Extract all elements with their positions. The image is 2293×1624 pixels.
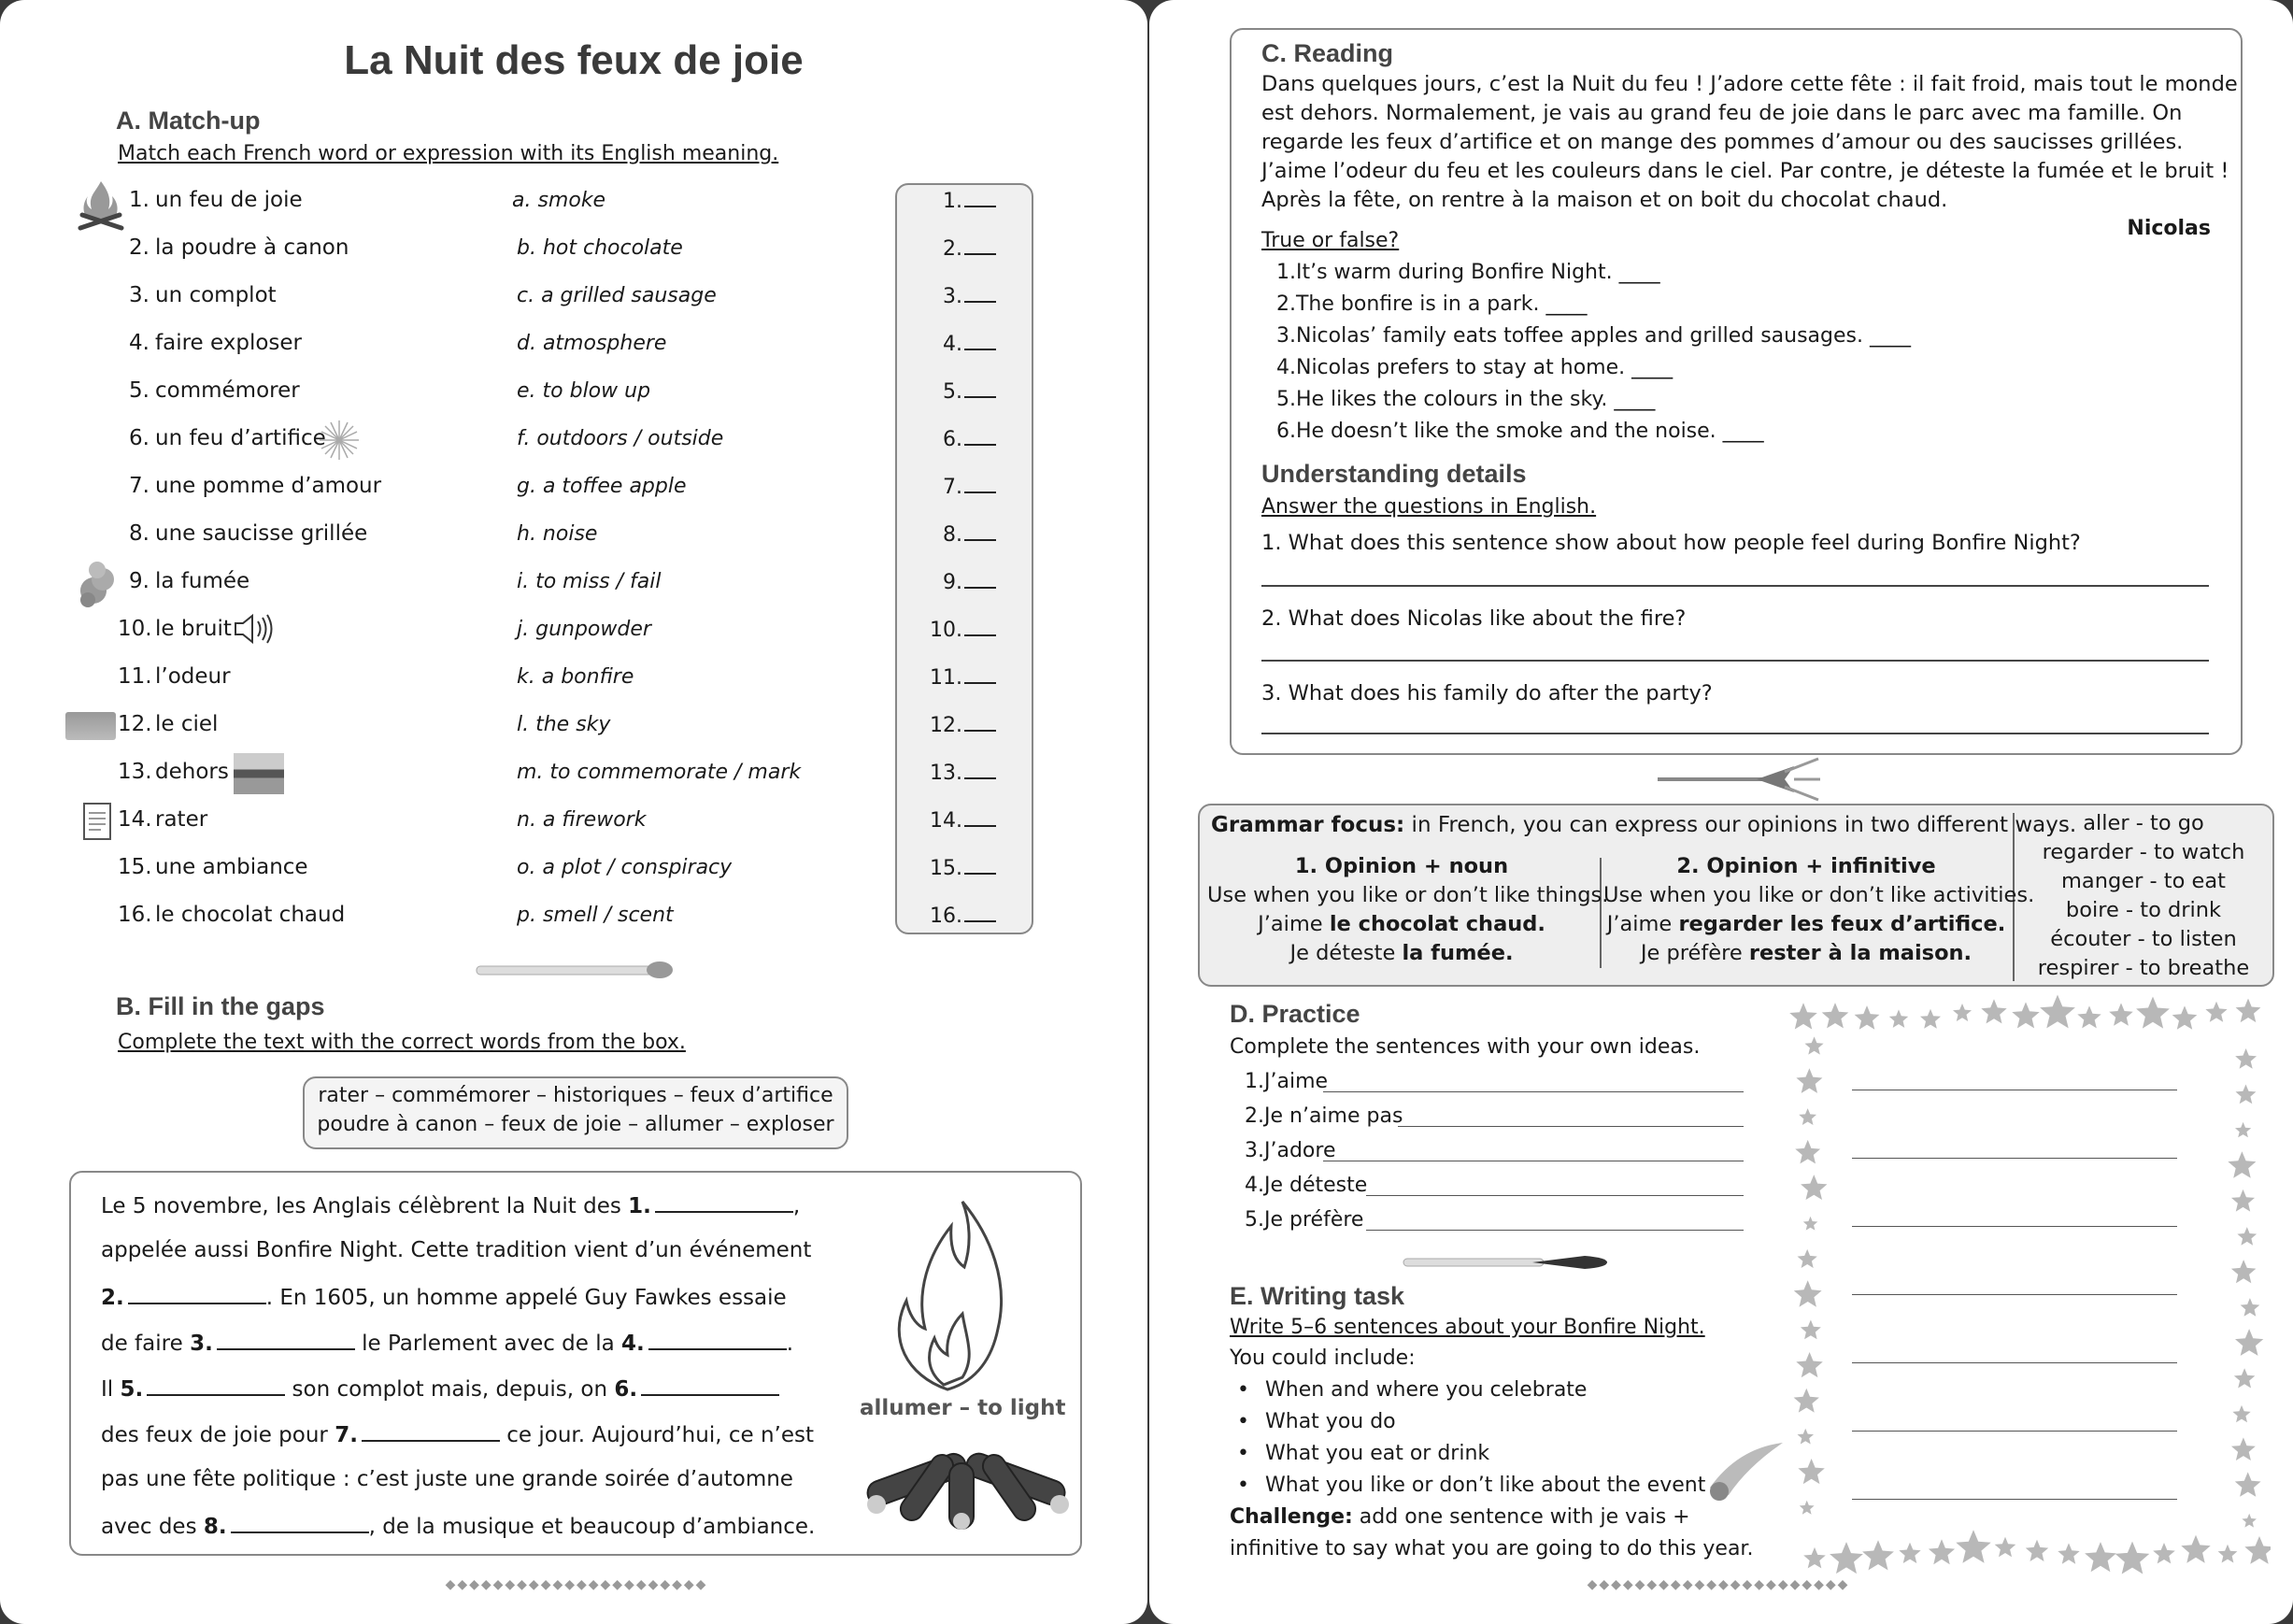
gap-blank[interactable] — [147, 1375, 285, 1396]
section-a-instruction: Match each French word or expression with its English meaning. — [118, 142, 779, 165]
star-icon — [1855, 1005, 1880, 1030]
grammar-intro: Grammar focus: in French, you can express our opinions in two different ways. — [1211, 813, 2077, 837]
star-icon — [2236, 999, 2261, 1023]
star-icon — [2242, 1514, 2257, 1528]
star-icon — [2115, 1542, 2150, 1574]
match-item: 11. l’odeur — [118, 664, 231, 689]
star-icon — [1796, 1352, 1823, 1377]
reading-line: J’aime l’odeur du feu et les couleurs dans le ciel. Par contre, je déteste la fumée et le bruit ! — [1261, 159, 2229, 183]
gap-blank[interactable] — [641, 1375, 779, 1396]
star-icon — [1795, 1140, 1820, 1164]
section-c-heading: C. Reading — [1261, 39, 1394, 67]
meaning-item: f. outdoors / outside — [517, 427, 724, 450]
question: 1. What does this sentence show about how people feel during Bonfire Night? — [1261, 531, 2081, 555]
grammar-col-infinitive: 2. Opinion + infinitive Use when you like or don’t like activities. J’aime regarder les feux d’artifice. Je préfère rester à la maison. — [1603, 854, 2035, 965]
match-stick-icon — [475, 959, 677, 981]
gap-line: 2. . En 1605, un homme appelé Guy Fawkes essaie — [101, 1286, 787, 1310]
meaning-item: j. gunpowder — [517, 618, 651, 641]
star-icon — [2241, 1298, 2260, 1317]
star-icon — [2231, 1437, 2256, 1460]
section-d-instruction: Complete the sentences with your own ideas. — [1230, 1035, 1701, 1059]
star-icon — [1794, 1280, 1822, 1306]
decorative-divider: ◆◆◆◆◆◆◆◆◆◆◆◆◆◆◆◆◆◆◆◆◆◆ — [1587, 1577, 1850, 1592]
tf-item: 2.The bonfire is in a park. ____ — [1276, 292, 1588, 316]
bullet-item: • What you eat or drink — [1265, 1442, 1489, 1465]
match-item: 1. un feu de joie — [129, 188, 303, 212]
star-icon — [1798, 1249, 1817, 1268]
star-icon — [1995, 1537, 2016, 1558]
answer-line[interactable] — [1261, 660, 2209, 662]
star-icon — [1798, 1429, 1815, 1445]
gap-line: des feux de joie pour 7. ce jour. Aujourd’hui, ce n’est — [101, 1423, 814, 1447]
grammar-divider — [1600, 858, 1602, 968]
answer-blank[interactable]: 6. — [929, 427, 996, 451]
answer-line[interactable] — [1261, 733, 2209, 734]
star-icon — [1920, 1009, 1941, 1029]
section-a-heading: A. Match-up — [116, 107, 261, 135]
practice-item: 5.Je préfère — [1245, 1208, 1364, 1232]
burnt-match-icon — [1402, 1250, 1611, 1275]
reading-line: est dehors. Normalement, je vais au grand feu de joie dans le parc avec ma famille. On — [1261, 101, 2183, 125]
star-icon — [1801, 1320, 1821, 1340]
reading-line: Dans quelques jours, c’est la Nuit du feu ! J’adore cette fête : il fait froid, mais tout le monde — [1261, 72, 2238, 96]
gap-blank[interactable] — [362, 1421, 500, 1442]
match-item: 16. le chocolat chaud — [118, 903, 346, 927]
practice-line[interactable] — [1323, 1091, 1744, 1092]
star-icon — [2236, 1085, 2257, 1104]
gap-line: pas une fête politique : c’est juste une grande soirée d’automne — [101, 1467, 793, 1491]
answer-blank[interactable]: 9. — [929, 570, 996, 594]
gap-blank[interactable] — [648, 1330, 787, 1350]
question: 3. What does his family do after the party? — [1261, 681, 1713, 705]
meaning-item: h. noise — [517, 522, 598, 546]
meaning-item: c. a grilled sausage — [517, 284, 717, 307]
meaning-item: l. the sky — [517, 713, 611, 736]
star-icon — [2231, 1260, 2257, 1283]
practice-item: 1.J’aime — [1245, 1070, 1329, 1093]
practice-item: 3.J’adore — [1245, 1139, 1336, 1162]
challenge-text: Challenge: add one sentence with je vais + — [1230, 1505, 1690, 1529]
practice-line[interactable] — [1366, 1230, 1744, 1231]
flame-icon — [888, 1198, 1009, 1394]
star-icon — [2058, 1543, 2079, 1563]
reading-author: Nicolas — [2127, 217, 2211, 240]
bullet-item: • When and where you celebrate — [1265, 1378, 1587, 1402]
star-icon — [1862, 1540, 1894, 1570]
comet-icon — [1701, 1439, 1785, 1504]
writing-line[interactable] — [1852, 1431, 2177, 1432]
match-item: 9. la fumée — [129, 569, 250, 593]
true-false-heading: True or false? — [1261, 229, 1400, 252]
verb-list: aller - to go regarder - to watch manger - to eat boire - to drink écouter - to listen respirer - to breathe — [2037, 811, 2250, 980]
star-icon — [2228, 1151, 2256, 1177]
meaning-item: p. smell / scent — [517, 904, 674, 927]
match-item: 6. un feu d’artifice — [129, 426, 326, 450]
bullet-item: • What you do — [1265, 1410, 1396, 1433]
star-icon — [1796, 1068, 1822, 1093]
star-icon — [1830, 1542, 1863, 1574]
answer-blank[interactable]: 3. — [929, 284, 996, 308]
match-item: 10. le bruit — [118, 617, 232, 641]
gap-line: Il 5. son complot mais, depuis, on 6. — [101, 1375, 779, 1402]
star-icon — [2085, 1542, 2116, 1572]
meaning-item: g. a toffee apple — [517, 475, 687, 498]
sky-icon — [65, 712, 116, 740]
meaning-item: o. a plot / conspiracy — [517, 856, 733, 879]
gap-blank[interactable] — [655, 1192, 793, 1213]
star-icon — [1889, 1009, 1908, 1028]
star-icon — [2077, 1005, 2101, 1028]
outdoors-icon — [234, 753, 284, 794]
match-item: 14. rater — [118, 807, 208, 832]
answer-line[interactable] — [1261, 585, 2209, 587]
practice-line[interactable] — [1366, 1195, 1744, 1196]
allumer-caption: allumer – to light — [860, 1396, 1066, 1420]
gap-line: Le 5 novembre, les Anglais célèbrent la Nuit des 1. , — [101, 1194, 801, 1218]
bullet-item: • What you like or don’t like about the event — [1265, 1474, 1705, 1497]
star-icon — [1801, 1175, 1827, 1200]
challenge-text-2: infinitive to say what you are going to do this year. — [1230, 1537, 1754, 1560]
match-item: 2. la poudre à canon — [129, 235, 349, 260]
tf-item: 6.He doesn’t like the smoke and the noise. ____ — [1276, 420, 1764, 443]
speaker-icon — [232, 612, 275, 646]
practice-item: 2.Je n’aime pas — [1245, 1104, 1403, 1128]
star-frame — [1785, 990, 2271, 1581]
star-icon — [2172, 1005, 2198, 1029]
meaning-item: n. a firework — [517, 808, 647, 832]
writing-line[interactable] — [1852, 1362, 2177, 1363]
gap-blank[interactable] — [217, 1330, 355, 1350]
section-b-instruction: Complete the text with the correct words from the box. — [118, 1031, 686, 1054]
star-icon — [1822, 1003, 1849, 1028]
match-item: 8. une saucisse grillée — [129, 521, 368, 546]
section-e-instruction: Write 5–6 sentences about your Bonfire Night. — [1230, 1316, 1705, 1339]
star-icon — [2235, 1048, 2257, 1069]
star-icon — [2218, 1545, 2238, 1563]
section-e-intro: You could include: — [1230, 1346, 1416, 1370]
star-icon — [2235, 1122, 2251, 1137]
answer-blank[interactable]: 13. — [929, 761, 996, 785]
logs-icon — [862, 1430, 1075, 1532]
star-icon — [2109, 1003, 2133, 1025]
tf-item: 1.It’s warm during Bonfire Night. ____ — [1276, 261, 1660, 284]
star-icon — [2136, 997, 2170, 1029]
practice-item: 4.Je déteste — [1245, 1174, 1368, 1197]
star-icon — [2181, 1535, 2210, 1563]
decorative-divider: ◆◆◆◆◆◆◆◆◆◆◆◆◆◆◆◆◆◆◆◆◆◆ — [445, 1577, 708, 1592]
star-icon — [2040, 995, 2075, 1029]
star-icon — [1798, 1459, 1824, 1484]
star-icon — [1981, 999, 2006, 1023]
answer-blank[interactable]: 4. — [929, 332, 996, 356]
understanding-heading: Understanding details — [1261, 460, 1527, 488]
match-item: 5. commémorer — [129, 378, 300, 403]
tf-item: 5.He likes the colours in the sky. ____ — [1276, 388, 1656, 411]
star-icon — [2235, 1472, 2261, 1496]
star-icon — [1929, 1539, 1955, 1564]
star-icon — [1800, 1501, 1815, 1515]
gap-line: appelée aussi Bonfire Night. Cette tradition vient d’un événement — [101, 1238, 812, 1262]
star-icon — [2012, 1002, 2039, 1028]
word-box-line-2: poudre à canon – feux de joie – allumer – exploser — [317, 1113, 834, 1136]
match-item: 3. un complot — [129, 283, 277, 307]
match-item: 13. dehors — [118, 760, 229, 784]
star-icon — [2237, 1227, 2257, 1246]
meaning-item: k. a bonfire — [517, 665, 634, 689]
star-icon — [2231, 1190, 2255, 1212]
answer-blank[interactable]: 15. — [929, 856, 996, 880]
gap-line: de faire 3. le Parlement avec de la 4. . — [101, 1332, 794, 1356]
meaning-item: m. to commemorate / mark — [517, 761, 802, 784]
understanding-instruction: Answer the questions in English. — [1261, 495, 1597, 519]
star-icon — [1953, 1004, 1972, 1021]
match-item: 15. une ambiance — [118, 855, 308, 879]
page-title: La Nuit des feux de joie — [344, 37, 804, 83]
reading-line: regarde les feux d’artifice et on mange des pommes d’amour ou des saucisses grillées. — [1261, 130, 2184, 154]
section-d-heading: D. Practice — [1230, 1000, 1360, 1028]
question: 2. What does Nicolas like about the fire? — [1261, 606, 1687, 631]
rocket-icon — [1654, 755, 1822, 802]
gap-blank[interactable] — [231, 1513, 369, 1533]
answer-blank[interactable]: 5. — [929, 379, 996, 404]
match-item: 7. une pomme d’amour — [129, 474, 382, 498]
answer-blank[interactable]: 16. — [929, 904, 996, 928]
meaning-item: d. atmosphere — [517, 332, 667, 355]
answer-blank[interactable]: 2. — [929, 236, 996, 261]
star-icon — [1956, 1530, 1990, 1563]
star-icon — [2153, 1543, 2175, 1563]
answer-blank[interactable]: 10. — [929, 618, 996, 642]
star-icon — [1803, 1547, 1826, 1569]
star-icon — [2234, 1368, 2255, 1388]
writing-line[interactable] — [1852, 1226, 2177, 1227]
writing-line[interactable] — [1852, 1499, 2177, 1500]
star-icon — [1799, 1108, 1816, 1125]
star-icon — [1803, 1217, 1818, 1231]
writing-line[interactable] — [1852, 1158, 2177, 1159]
tf-item: 4.Nicolas prefers to stay at home. ____ — [1276, 356, 1673, 379]
section-e-heading: E. Writing task — [1230, 1282, 1405, 1310]
practice-line[interactable] — [1398, 1126, 1744, 1127]
meaning-item: a. smoke — [512, 189, 606, 212]
grammar-col-noun: 1. Opinion + noun Use when you like or don’t like things. J’aime le chocolat chaud. Je déteste la fumée. — [1207, 854, 1609, 965]
star-icon — [2205, 1002, 2227, 1022]
answer-blank[interactable]: 11. — [929, 665, 996, 690]
answer-blank[interactable]: 7. — [929, 475, 996, 499]
match-item: 12. le ciel — [118, 712, 219, 736]
star-icon — [1789, 1003, 1817, 1029]
star-icon — [1899, 1543, 1920, 1563]
match-item: 4. faire exploser — [129, 331, 303, 355]
gap-line: avec des 8. , de la musique et beaucoup d’ambiance. — [101, 1515, 816, 1539]
smoke-icon — [75, 559, 120, 611]
star-icon — [1794, 1389, 1819, 1413]
right-page — [1149, 0, 2293, 1624]
meaning-item: b. hot chocolate — [517, 236, 683, 260]
meaning-item: i. to miss / fail — [517, 570, 662, 593]
answer-blank[interactable]: 8. — [929, 522, 996, 547]
reading-line: Après la fête, on rentre à la maison et on boit du chocolat chaud. — [1261, 188, 1948, 212]
gap-blank[interactable] — [128, 1284, 266, 1304]
word-box-line-1: rater – commémorer – historiques – feux d’artifice — [318, 1084, 833, 1107]
star-icon — [2244, 1536, 2271, 1564]
section-b-heading: B. Fill in the gaps — [116, 992, 325, 1020]
meaning-item: e. to blow up — [517, 379, 651, 403]
tf-item: 3.Nicolas’ family eats toffee apples and grilled sausages. ____ — [1276, 324, 1911, 348]
star-icon — [2235, 1329, 2263, 1356]
document-icon — [78, 800, 116, 843]
writing-line[interactable] — [1852, 1294, 2177, 1295]
star-icon — [1805, 1036, 1824, 1054]
star-icon — [2232, 1405, 2250, 1422]
answer-blank[interactable]: 12. — [929, 713, 996, 737]
star-icon — [2026, 1540, 2048, 1561]
answer-blank[interactable]: 1. — [929, 189, 996, 213]
answer-blank[interactable]: 14. — [929, 808, 996, 833]
